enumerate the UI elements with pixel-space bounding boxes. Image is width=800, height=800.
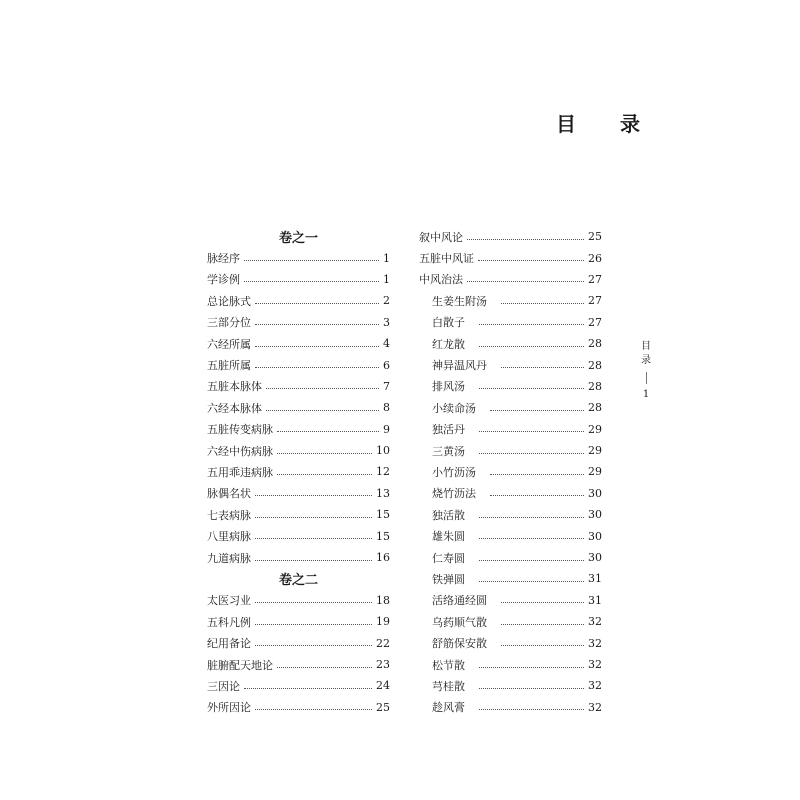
toc-entry-page: 23 (376, 658, 390, 671)
toc-entry[interactable] (207, 525, 390, 546)
toc-entry-page: 29 (588, 444, 602, 458)
toc-entry-title: 叙中风论 (419, 230, 463, 244)
dot-leader (479, 387, 584, 389)
toc-entry-title: 生姜生附汤 (432, 294, 487, 308)
toc-entry-title: 总论脉式 (207, 294, 251, 308)
dot-leader (255, 494, 372, 496)
toc-entry-page: 15 (376, 529, 390, 543)
toc-entry-page: 22 (376, 636, 390, 650)
dot-leader (501, 601, 584, 603)
toc-entry-title: 五脏传变病脉 (207, 423, 273, 437)
side-divider (646, 372, 647, 384)
toc-entry-page: 30 (588, 508, 602, 522)
toc-entry[interactable] (419, 333, 602, 354)
dot-leader (266, 409, 379, 411)
toc-entry-page: 28 (588, 337, 602, 351)
toc-entry-page: 32 (588, 658, 602, 671)
dot-leader (501, 366, 584, 368)
dot-leader (255, 559, 372, 561)
toc-entry[interactable] (419, 632, 602, 653)
toc-entry[interactable] (419, 376, 602, 397)
toc-entry-page: 6 (383, 358, 390, 372)
toc-entry[interactable] (419, 525, 602, 546)
dot-leader (479, 666, 584, 668)
dot-leader (479, 580, 584, 582)
volume-heading: 卷之一 (278, 231, 318, 247)
toc-entry-page: 32 (588, 679, 602, 693)
toc-entry[interactable] (207, 504, 390, 525)
dot-leader (479, 708, 584, 710)
toc-entry[interactable] (419, 440, 602, 461)
toc-entry-page: 27 (588, 315, 602, 329)
toc-entry-title: 乌药顺气散 (432, 615, 487, 629)
toc-entry[interactable] (207, 440, 390, 461)
toc-entry-page: 7 (383, 379, 390, 393)
dot-leader (255, 644, 372, 646)
toc-entry-page: 24 (376, 679, 390, 693)
dot-leader (467, 280, 584, 282)
toc-entry-page: 15 (376, 508, 390, 522)
toc-entry-page: 16 (376, 551, 390, 565)
toc-entry-page: 18 (376, 593, 390, 607)
toc-entry-page: 28 (588, 358, 602, 372)
toc-entry-title: 五脏所属 (207, 359, 251, 373)
dot-leader (479, 345, 584, 347)
toc-entry-title: 脉偶名状 (207, 487, 251, 501)
toc-entry-title: 趁风膏 (432, 701, 465, 715)
toc-entry-page: 31 (588, 572, 602, 586)
toc-left-column (207, 226, 390, 718)
toc-entry[interactable] (207, 397, 390, 418)
dot-leader (490, 494, 584, 496)
toc-entry[interactable] (419, 397, 602, 418)
dot-leader (255, 366, 379, 368)
toc-entry[interactable] (207, 461, 390, 482)
toc-right-column (419, 226, 602, 718)
toc-entry-title: 活络通经圆 (432, 594, 487, 608)
toc-entry[interactable] (419, 611, 602, 632)
toc-entry[interactable] (207, 547, 390, 568)
dot-leader (467, 238, 584, 240)
toc-entry-page: 31 (588, 593, 602, 607)
toc-entry-title: 五用乖违病脉 (207, 465, 273, 479)
toc-entry-page: 30 (588, 529, 602, 543)
page-title: 目 录 (556, 112, 652, 136)
toc-entry[interactable] (207, 483, 390, 504)
toc-entry-page: 32 (588, 636, 602, 650)
toc-entry-title: 铁弹圆 (432, 572, 465, 586)
toc-entry-page: 28 (588, 401, 602, 415)
toc-entry[interactable] (207, 354, 390, 375)
dot-leader (277, 430, 379, 432)
toc-entry[interactable] (419, 483, 602, 504)
toc-entry[interactable] (207, 376, 390, 397)
dot-leader (255, 323, 379, 325)
toc-entry-title: 外所因论 (207, 701, 251, 715)
dot-leader (266, 387, 379, 389)
toc-entry-title: 小续命汤 (432, 401, 476, 415)
dot-leader (479, 452, 584, 454)
toc-entry-title: 红龙散 (432, 337, 465, 351)
toc-entry[interactable] (419, 675, 602, 696)
toc-entry-title: 独活丹 (432, 423, 465, 437)
toc-entry[interactable] (419, 654, 602, 675)
toc-entry[interactable] (419, 697, 602, 718)
dot-leader (277, 473, 372, 475)
dot-leader (244, 259, 379, 261)
toc-entry-page: 13 (376, 486, 390, 500)
toc-entry-title: 三因论 (207, 679, 240, 693)
toc-entry-page: 30 (588, 551, 602, 565)
toc-entry[interactable] (419, 504, 602, 525)
toc-entry-page: 27 (588, 272, 602, 286)
toc-entry-page: 29 (588, 465, 602, 479)
toc-entry[interactable] (207, 290, 390, 311)
toc-entry-page: 2 (383, 294, 390, 308)
toc-entry-page: 8 (383, 401, 390, 415)
toc-entry-title: 八里病脉 (207, 530, 251, 544)
dot-leader (255, 516, 372, 518)
toc-entry[interactable] (207, 590, 390, 611)
toc-entry[interactable] (419, 269, 602, 290)
toc-entry-title: 中风治法 (419, 273, 463, 287)
toc-entry-title: 六经中伤病脉 (207, 444, 273, 458)
toc-entry-page: 9 (383, 422, 390, 436)
toc-entry-page: 29 (588, 422, 602, 436)
dot-leader (501, 302, 584, 304)
toc-entry[interactable] (419, 226, 602, 247)
toc-entry[interactable] (207, 419, 390, 440)
toc-entry-title: 舒筋保安散 (432, 637, 487, 651)
dot-leader (479, 559, 584, 561)
toc-entry-page: 32 (588, 615, 602, 629)
toc-entry-page: 3 (383, 315, 390, 329)
dot-leader (501, 644, 584, 646)
dot-leader (479, 323, 584, 325)
toc-entry-title: 太医习业 (207, 594, 251, 608)
toc-entry-page: 4 (383, 337, 390, 351)
toc-entry[interactable] (207, 675, 390, 696)
toc-entry[interactable] (419, 547, 602, 568)
dot-leader (479, 687, 584, 689)
toc-entry-page: 19 (376, 615, 390, 629)
toc-entry-title: 纪用备论 (207, 637, 251, 651)
side-header-char: 录 (641, 355, 651, 366)
toc-entry-page: 32 (588, 700, 602, 714)
toc-entry[interactable] (419, 590, 602, 611)
toc-entry-title: 脉经序 (207, 252, 240, 266)
toc-entry[interactable] (207, 654, 390, 675)
side-header-char: 目 (641, 341, 651, 352)
toc-entry-title: 九道病脉 (207, 551, 251, 565)
dot-leader (244, 280, 379, 282)
toc-entry-title: 排风汤 (432, 380, 465, 394)
toc-entry-page: 25 (376, 700, 390, 714)
toc-entry-page: 25 (588, 230, 602, 244)
toc-entry[interactable] (419, 354, 602, 375)
toc-entry-title: 五科凡例 (207, 615, 251, 629)
dot-leader (255, 302, 379, 304)
dot-leader (255, 537, 372, 539)
page-number: 1 (642, 389, 650, 400)
toc-entry-title: 六经所属 (207, 337, 251, 351)
toc-entry[interactable] (207, 697, 390, 718)
toc-entry-title: 小竹沥汤 (432, 465, 476, 479)
toc-entry-title: 学诊例 (207, 273, 240, 287)
dot-leader (490, 409, 584, 411)
toc-entry-title: 神异温风丹 (432, 359, 487, 373)
dot-leader (479, 430, 584, 432)
toc-entry[interactable] (207, 632, 390, 653)
toc-entry-title: 松节散 (432, 658, 465, 672)
toc-entry-title: 仁寿圆 (432, 551, 465, 565)
toc-entry[interactable] (419, 461, 602, 482)
toc-entry-title: 烧竹沥法 (432, 487, 476, 501)
toc-entry-title: 脏腑配天地论 (207, 658, 273, 672)
toc-entry[interactable] (419, 419, 602, 440)
toc-entry[interactable] (419, 568, 602, 589)
toc-entry-title: 独活散 (432, 508, 465, 522)
toc-entry-title: 三黄汤 (432, 444, 465, 458)
toc-entry-page: 30 (588, 486, 602, 500)
dot-leader (255, 601, 372, 603)
dot-leader (255, 345, 379, 347)
toc-entry[interactable] (419, 247, 602, 268)
toc-entry-page: 10 (376, 444, 390, 458)
toc-entry-title: 雄朱圆 (432, 530, 465, 544)
dot-leader (479, 516, 584, 518)
toc-entry-page: 27 (588, 294, 602, 308)
toc-entry[interactable] (207, 269, 390, 290)
toc-entry-page: 12 (376, 465, 390, 479)
toc-entry-title: 五脏中风证 (419, 252, 474, 266)
dot-leader (478, 259, 584, 261)
dot-leader (501, 623, 584, 625)
toc-entry-title: 芎桂散 (432, 679, 465, 693)
side-running-header (638, 340, 654, 402)
toc-entry-page: 26 (588, 251, 602, 265)
toc-entry-page: 1 (383, 272, 390, 286)
dot-leader (255, 623, 372, 625)
dot-leader (255, 708, 372, 710)
dot-leader (244, 687, 372, 689)
toc-entry-page: 1 (383, 251, 390, 265)
toc-entry[interactable] (207, 312, 390, 333)
toc-entry-title: 六经本脉体 (207, 401, 262, 415)
toc-entry[interactable] (207, 611, 390, 632)
toc-entry[interactable] (419, 290, 602, 311)
toc-entry[interactable] (419, 312, 602, 333)
toc-entry-page: 28 (588, 379, 602, 393)
toc-entry[interactable] (207, 333, 390, 354)
dot-leader (490, 473, 584, 475)
toc-entry[interactable] (207, 247, 390, 268)
toc-entry-title: 白散子 (432, 316, 465, 330)
toc-entry-title: 三部分位 (207, 316, 251, 330)
dot-leader (277, 666, 372, 668)
dot-leader (479, 537, 584, 539)
volume-heading: 卷之二 (278, 573, 318, 589)
toc-entry-title: 五脏本脉体 (207, 380, 262, 394)
toc-entry-title: 七表病脉 (207, 508, 251, 522)
dot-leader (277, 452, 372, 454)
